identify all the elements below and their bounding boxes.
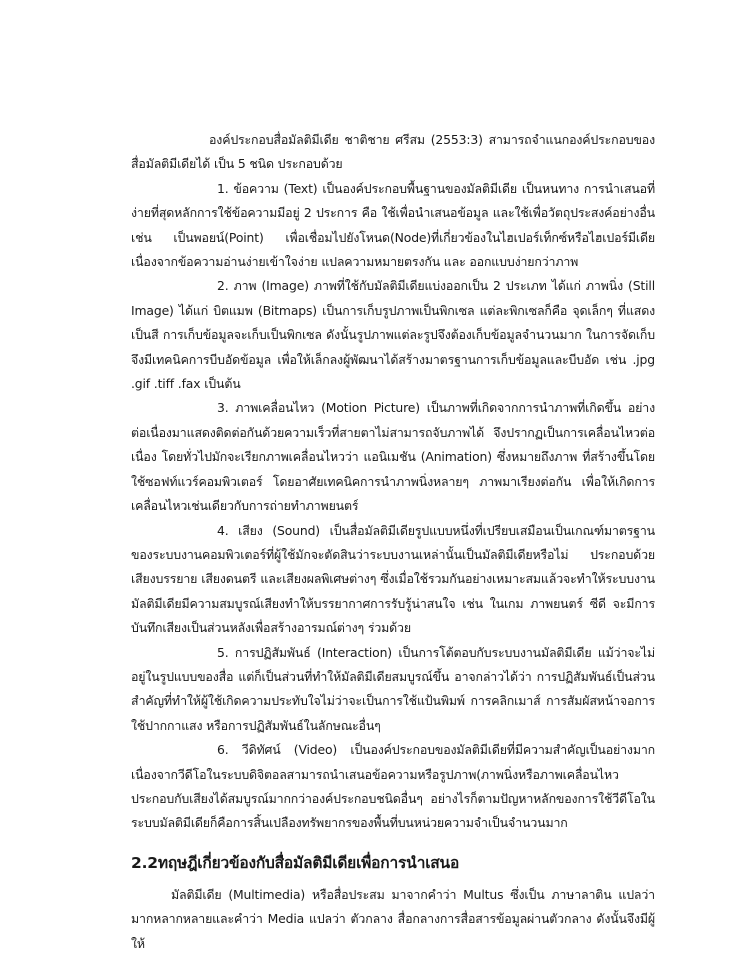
multimedia-definition-paragraph: มัลติมีเดีย (Multimedia) หรือสื่อประสม มาจากคำว่า Multus ซึ่งเป็น ภาษาลาติน แปลว่า มากหลากหลายและคำว่า Media แปลว่า ตัวกลาง สื่อกลางการสื่อสารข้อมูลผ่านตัวกลาง ดังนั้นจึงมีผู้ให้ [131,886,655,951]
sound-element-paragraph: 4. เสียง (Sound) เป็นสื่อมัลติมีเดียรูปแบบหนึ่งที่เปรียบเสมือนเป็นเกณฑ์มาตรฐานของระบบงานคอมพิวเตอร์ที่ผู้ใช้มักจะตัดสินว่าระบบงานเหล่านั้นเป็นมัลติมีเดียหรือไม่ ประกอบด้วยเสียงบรรยาย เสียงดนตรี และเสียงผลพิเศษต่างๆ ซึ่งเมื่อใช้รวมกันอย่างเหมาะสมแล้วจะทำให้ระบบงานมัลติมีเดียมีความสมบูรณ์เสียงทำให้บรรยากาศการรับรู้น่าสนใจ เช่น ในเกม ภาพยนตร์ ซีดี จะมีการบันทึกเสียงเป็นส่วนหลังเพื่อสร้างอารมณ์ต่างๆ ร่วมด้วย [131,522,655,636]
section-heading: 2.2ทฤษฎีเกี่ยวข้องกับสื่อมัลติมีเดียเพื่อการนำเสนอ [131,853,460,872]
intro-paragraph: องค์ประกอบสื่อมัลติมีเดีย ชาติชาย ศรีสม (2553:3) สามารถจำแนกองค์ประกอบของสื่อมัลติมีเดียได้ เป็น 5 ชนิด ประกอบด้วย [131,132,655,172]
image-element-paragraph: 2. ภาพ (Image) ภาพที่ใช้กับมัลติมีเดียแบ่งออกเป็น 2 ประเภท ได้แก่ ภาพนิ่ง (Still Image) ได้แก่ บิตแมพ (Bitmaps) เป็นการเก็บรูปภาพเป็นพิกเซล แต่ละพิกเซลก็คือ จุดเล็กๆ ที่แสดงเป็นสี การเก็บข้อมูลจะเก็บเป็นพิกเซล ดังนั้นรูปภาพแต่ละรูปจึงต้องเก็บข้อมูลจำนวนมาก ในการจัดเก็บจึงมีเทคนิคการบีบอัดข้อมูล เพื่อให้เล็กลงผู้พัฒนาได้สร้างมาตรฐานการเก็บข้อมูลและบีบอัด เช่น .jpg .gif .tiff .fax เป็นต้น [131,278,655,392]
motion-picture-paragraph: 3. ภาพเคลื่อนไหว (Motion Picture) เป็นภาพที่เกิดจากการนำภาพที่เกิดขึ้น อย่างต่อเนื่องมาแสดงติดต่อกันด้วยความเร็วที่สายตาไม่สามารถจับภาพได้ จึงปรากฏเป็นการเคลื่อนไหวต่อเนื่อง โดยทั่วไปมักจะเรียกภาพเคลื่อนไหวว่า แอนิเมชัน (Animation) ซึ่งหมายถึงภาพ ที่สร้างขึ้นโดยใช้ซอฟท์แวร์คอมพิวเตอร์ โดยอาศัยเทคนิคการนำภาพนิ่งหลายๆ ภาพมาเรียงต่อกัน เพื่อให้เกิดการเคลื่อนไหวเช่นเดียวกับการถ่ายทำภาพยนตร์ [131,400,655,514]
text-element-paragraph: 1. ข้อความ (Text) เป็นองค์ประกอบพื้นฐานของมัลติมีเดีย เป็นหนทาง การนำเสนอที่ง่ายที่สุดหลักการใช้ข้อความมีอยู่ 2 ประการ คือ ใช้เพื่อนำเสนอข้อมูล และใช้เพื่อวัตถุประสงค์อย่างอื่น เช่น เป็นพอยน์(Point) เพื่อเชื่อมไปยังโหนด(Node)ที่เกี่ยวข้องในไฮเปอร์เท็กซ์หรือไฮเปอร์มีเดีย เนื่องจากข้อความอ่านง่ายเข้าใจง่าย แปลความหมายตรงกัน และ ออกแบบง่ายกว่าภาพ [131,180,655,270]
interaction-element-paragraph: 5. การปฏิสัมพันธ์ (Interaction) เป็นการโต้ตอบกับระบบงานมัลติมีเดีย แม้ว่าจะไม่อยู่ในรูปแบบของสื่อ แต่ก็เป็นส่วนที่ทำให้มัลติมีเดียสมบูรณ์ขึ้น อาจกล่าวได้ว่า การปฏิสัมพันธ์เป็นส่วนสำคัญที่ทำให้ผู้ใช้เกิดความประทับใจไม่ว่าจะเป็นการใช้แป้นพิมพ์ การคลิกเมาส์ การสัมผัสหน้าจอการใช้ปากกาแสง หรือการปฏิสัมพันธ์ในลักษณะอื่นๆ [131,644,655,733]
video-element-paragraph: 6. วีดิทัศน์ (Video) เป็นองค์ประกอบของมัลติมีเดียที่มีความสำคัญเป็นอย่างมาก เนื่องจากวีดีโอในระบบดิจิตอลสามารถนำเสนอข้อความหรือรูปภาพ(ภาพนิ่งหรือภาพเคลื่อนไหวประกอบกับเสียงได้สมบูรณ์มากกว่าองค์ประกอบชนิดอื่นๆ อย่างไรก็ตามปัญหาหลักของการใช้วีดีโอในระบบมัลติมีเดียก็คือการสิ้นเปลืองทรัพยากรของพื้นที่บนหน่วยความจำเป็นจำนวนมาก [131,742,655,831]
document-page [131,128,655,956]
